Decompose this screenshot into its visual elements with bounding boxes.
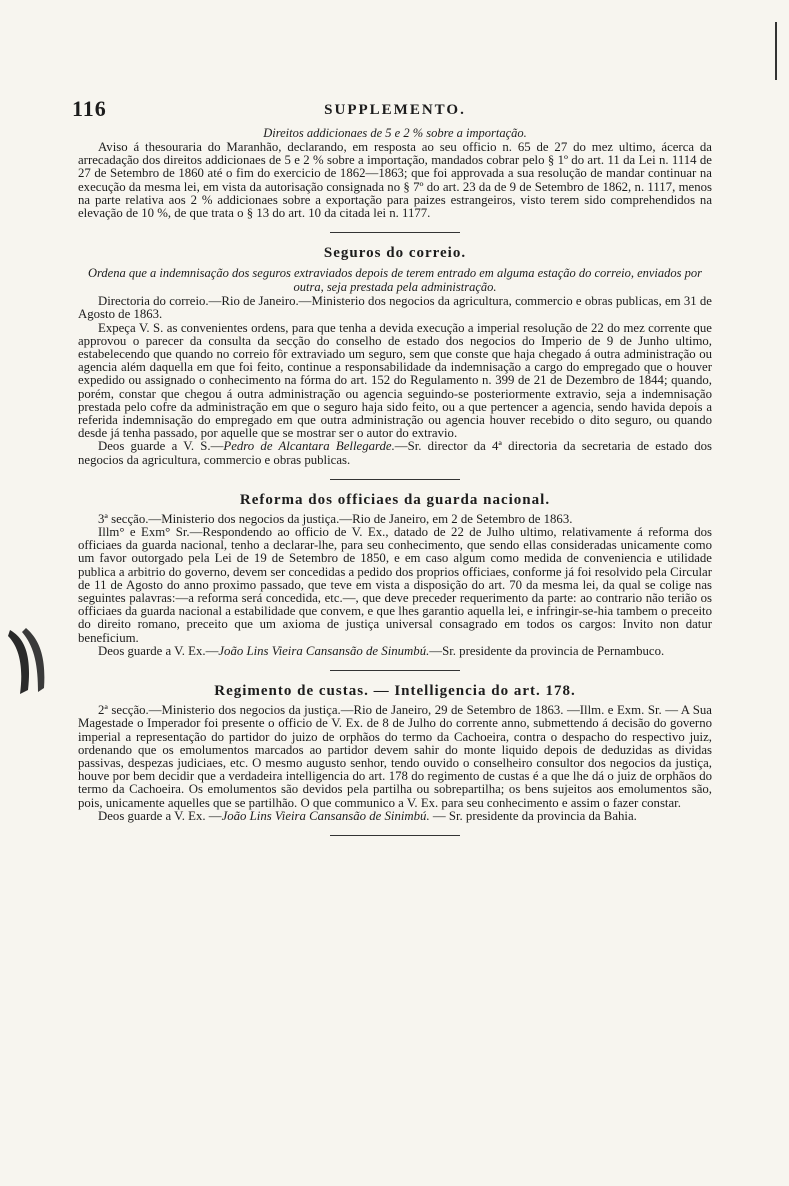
show-through-mark — [6, 624, 52, 696]
section-title: Reforma dos officiaes da guarda nacional. — [239, 491, 551, 508]
running-title: SUPPLEMENTO. — [324, 102, 466, 118]
signature: João Lins Vieira Cansansão de Sinimbú. — [221, 808, 430, 823]
section-divider — [330, 232, 460, 233]
closing-paragraph — [78, 810, 712, 823]
closing-end: — Sr. presidente da provincia da Bahia. — [429, 808, 637, 823]
closing-end: —Sr. presidente da provincia de Pernambuco. — [429, 643, 665, 658]
end-divider — [330, 835, 460, 836]
section-regimento-custas — [78, 683, 712, 823]
section-paragraph: Expeça V. S. as convenientes ordens, para que tenha a devida execução a imperial resolução de 22 do mez corrente que approvou o parecer da consulta da secção do conselho de estado dos negocios do Imperio de 9 de Junho ultimo, estabelecendo que quando no correio fôr extraviado um seguro, sem que conste que haja chegado á outra administração ou agencia além daquella em que foi feito, continue a responsabilidade da indemnisação a cargo do empregado que o houver expedido ou assignado o conhecimento na fórma do art. 152 do Regulamento n. 399 de 21 de Dezembro de 1844; quando, porém, constar que chegou á outra administração ou agencia seguindo-se posteriormente extravio, seja a indemnisação prestada pelo cofre da administração em que o seguro haja sido feito, ou a que pertencer a agencia, sendo havida depois a referida indemnisação do empregado em que outra administração ou agencia houver recebido o dito seguro, ou quando desde já tenha passado, por aquelle que se mostrar ser o autor do extravio. — [78, 320, 712, 441]
signature: Pedro de Alcantara Bellegarde. — [223, 439, 395, 454]
section-title: Seguros do correio. — [323, 245, 467, 262]
closing-start: Deos guarde a V. S.— — [98, 439, 224, 454]
section-subtitle: Direitos addicionaes de 5 e 2 % sobre a importação. — [263, 126, 527, 140]
section-title: Regimento de custas. — Intelligencia do art. 178. — [214, 683, 576, 700]
document-page — [72, 96, 712, 848]
section-paragraph: 3ª secção.—Ministerio dos negocios da justiça.—Rio de Janeiro, em 2 de Setembro de 1863. — [98, 511, 573, 526]
closing-paragraph — [78, 645, 712, 658]
closing-start: Deos guarde a V. Ex.— — [98, 643, 219, 658]
section-seguros-correio — [78, 245, 712, 467]
section-reforma-officiaes — [78, 492, 712, 658]
section-paragraph: Aviso á thesouraria do Maranhão, declarando, em resposta ao seu officio n. 65 de 27 do mez ultimo, ácerca da arrecadação dos direitos addicionaes de 5 e 2 % sobre a importação, mandados cobrar pelo § 1º do art. 11 da Lei n. 1114 de 27 de Setembro de 1860 até o fim do exercicio de 1862—1863; que foi approvada a sua resolução de mandar continuar na execução da mesma lei, em vista da autorisação consignada no § 7º do art. 23 da de 9 de Setembro de 1862, n. 1117, menos na parte relativa aos 2 % addicionaes sobre a exportação para paizes estrangeiros, visto terem sido comprehendidos na elevação de 10 %, de que trata o § 13 do art. 10 da citada lei n. 1177. — [78, 140, 712, 221]
margin-bar — [775, 22, 777, 80]
signature: João Lins Vieira Cansansão de Sinumbú. — [218, 643, 430, 658]
section-paragraph: Directoria do correio.—Rio de Janeiro.—Ministerio dos negocios da agricultura, commercio e obras publicas, em 31 de Agosto de 1863. — [78, 294, 712, 322]
closing-start: Deos guarde a V. Ex. — — [98, 808, 222, 823]
page-number: 116 — [72, 96, 107, 121]
closing-paragraph — [78, 440, 712, 466]
section-subtitle: Ordena que a indemnisação dos seguros extraviados depois de terem entrado em alguma estação do correio, enviados por outra, seja prestada pela administração. — [87, 266, 703, 295]
section-paragraph: Illm° e Exm° Sr.—Respondendo ao officio de V. Ex., datado de 22 de Julho ultimo, relativamente á reforma dos officiaes da guarda nacional, tenho a declarar-lhe, para seu conhecimento, que sendo ellas consideradas unicamente como um favor outorgado pela Lei de 19 de Setembro de 1850, e em caso algum como medida de conveniencia e utilidade publica a arbitrio do governo, devem ser concedidas a pedido dos proprios officiaes, conforme já foi resolvido pela Circular de 11 de Agosto do anno proximo passado, que teve em vista a disposição do art. 70 da mesma lei, da qual se colige nas seguintes palavras:—a reforma será concedida, etc.—, que deve preceder requerimento da parte: ao contrario não terião os officiaes da guarda nacional a estabilidade que convem, e que lhes garantio aquella lei, e infringir-se-hia tambem o preceito do direito romano, preceito que um axioma de justiça universal consagrado em todos os cargos: Invito non datur beneficium. — [78, 525, 712, 645]
closing-end: —Sr. director da 4ª directoria da secretaria de estado dos negocios da agricultura, commercio e obras publicas. — [78, 439, 712, 467]
section-divider — [330, 670, 460, 671]
page-header — [72, 96, 712, 126]
section-direitos-addicionaes — [78, 126, 712, 220]
section-divider — [330, 479, 460, 480]
section-paragraph: 2ª secção.—Ministerio dos negocios da justiça.—Rio de Janeiro, 29 de Setembro de 1863. —Illm. e Exm. Sr. — A Sua Magestade o Imperador foi presente o officio de V. Ex. de 8 de Julho do corrente anno, submettendo á decisão do governo imperial a representação do partidor do juizo de orphãos do termo da Cachoeira, contra o despacho do respectivo juiz, ordenando que os emolumentos marcados ao partidor devem sahir do monte liquido depois de deduzidas as dividas passivas, despezas judiciaes, etc. O mesmo augusto senhor, tendo ouvido o conselheiro consultor dos negocios da justiça, houve por bem decidir que a verdadeira intelligencia do art. 178 do regimento de custas é a que lhe dá o juiz de orphãos do termo da Cachoeira. Os emolumentos são devidos pela partilha ou sobrepartilha; os bens sujeitos aos emolumentos são, pois, unicamente aquelles que se partilhão. O que communico a V. Ex. para seu conhecimento e assim o fazer constar. — [78, 703, 712, 810]
